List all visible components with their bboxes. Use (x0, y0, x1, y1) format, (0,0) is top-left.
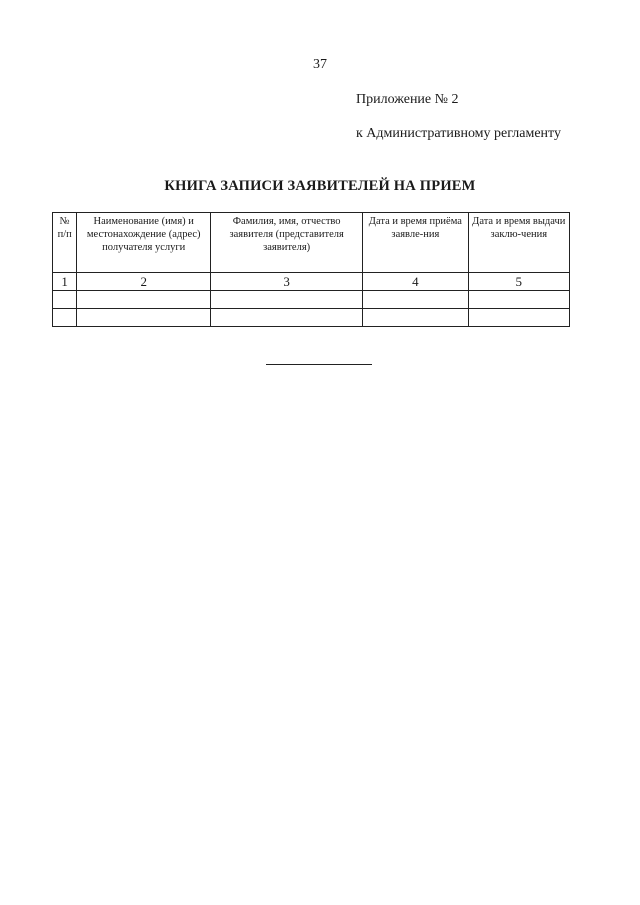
column-number: 1 (53, 273, 77, 291)
column-header-recipient: Наименование (имя) и местонахождение (адрес) получателя услуги (77, 213, 211, 273)
appendix-label: Приложение № 2 (356, 92, 459, 107)
regulation-reference: к Административному регламенту (356, 126, 561, 141)
table-row (53, 291, 570, 309)
table-row (53, 309, 570, 327)
document-title: КНИГА ЗАПИСИ ЗАЯВИТЕЛЕЙ НА ПРИЕМ (164, 178, 476, 194)
table-cell (363, 309, 468, 327)
column-header-received-date: Дата и время приёма заявле-ния (363, 213, 468, 273)
page-number: 37 (313, 57, 327, 72)
table-cell (468, 309, 569, 327)
closing-rule (266, 364, 372, 365)
applicant-register-table (52, 212, 570, 327)
table-cell (77, 309, 211, 327)
column-number-row (53, 273, 570, 291)
column-header-issued-date: Дата и время выдачи заклю-чения (468, 213, 569, 273)
table-cell (53, 309, 77, 327)
table-cell (363, 291, 468, 309)
table-cell (211, 309, 363, 327)
table-cell (468, 291, 569, 309)
table-cell (211, 291, 363, 309)
column-number: 4 (363, 273, 468, 291)
column-number: 2 (77, 273, 211, 291)
table-cell (77, 291, 211, 309)
table-header-row (53, 213, 570, 273)
table-cell (53, 291, 77, 309)
column-number: 3 (211, 273, 363, 291)
column-header-applicant: Фамилия, имя, отчество заявителя (представителя заявителя) (211, 213, 363, 273)
column-number: 5 (468, 273, 569, 291)
column-header-index: № п/п (53, 213, 77, 273)
